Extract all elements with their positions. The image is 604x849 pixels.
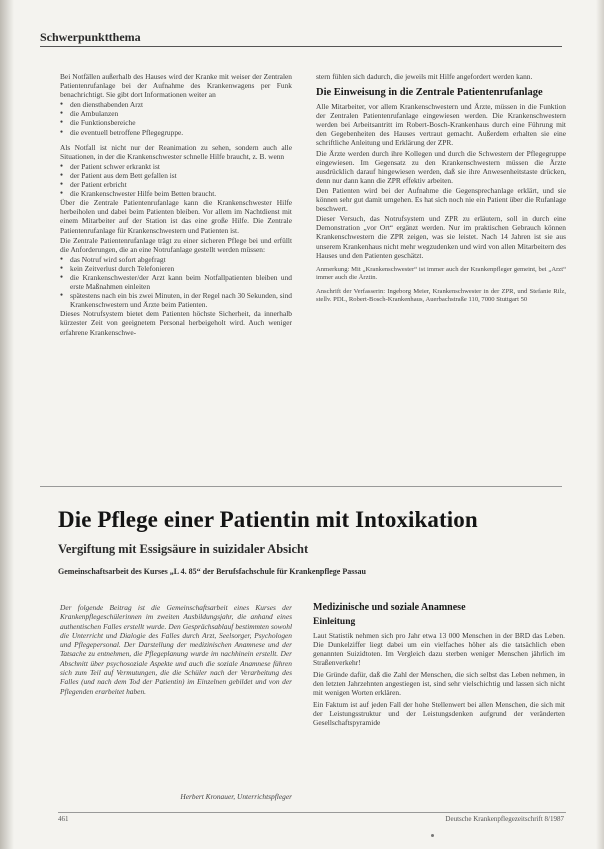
list-item: ● der Patient erbricht — [68, 180, 292, 189]
list-item: ● der Patient aus dem Bett gefallen ist — [68, 171, 292, 180]
body-paragraph-1: Laut Statistik nehmen sich pro Jahr etwa 13 000 Menschen in der BRD das Leben. Die Dunkelziffer liegt dabei um ein vielfaches höher als die tatsächlich eben genannten Suizidtoten. Im Vergleich dazu sterben weniger Menschen jährlich im Straßenverkehr! — [313, 630, 565, 668]
right-paragraph-4: Dieser Versuch, das Notrufsystem und ZPR zu erläutern, soll in durch eine Demonstration „vor Ort“ ergänzt werden. Nur im praktischen Gebrauch können Krankenschwestern die ZPR zeigen, was sie leistet. Nach 14 Jahren ist sie aus unserem Krankenhaus nicht mehr wegzudenken und wird von allen Mitarbeitern des Hauses und den Patienten geschätzt. — [316, 214, 566, 260]
author-address: Anschrift der Verfasserin: Ingeborg Meier, Krankenschwester in der ZPR, und Stefanie Rilz, stellv. PDL, Robert-Bosch-Krankenhaus, Auerbachstraße 110, 7000 Stuttgart 50 — [316, 287, 566, 303]
intro-signature: Herbert Kronauer, Unterrichtspfleger — [180, 792, 292, 801]
article-intro: Der folgende Beitrag ist die Gemeinschaftsarbeit eines Kurses der Krankenpflegeschülerinnen im zweiten Ausbildungsjahr, die anhand eines authentischen Falles erstellt wurde. Den Gesprächsablauf bestimmten sowohl die Unterricht und Dialogie des Falles durch Arzt, Seelsorger, Psychologen und Pflegepersonal. Der Darstellung der medizinischen Anamnese und der Tatsache zu entnehmen, die Pflegeplanung wurde im nachhinein erstellt. Der Abschnitt über psychosoziale Aspekte und auch die soziale Anamnese führen sich zum Teil auf Vermutungen, die die Schüler nach der Verarbeitung des Falles (und nach dem Tod der Patientin) im Einzelnen gebildet und von der Pflegenden erarbeitet haben. — [60, 603, 292, 696]
header-rule — [40, 46, 562, 47]
body-paragraph-2: Die Gründe dafür, daß die Zahl der Menschen, die sich selbst das Leben nehmen, in den letzten Jahrzehnten angestiegen ist, sind sehr vielschichtig und lassen sich nicht mit wenigen Worten erklären. — [313, 669, 565, 698]
list-item: ● den diensthabenden Arzt — [68, 100, 292, 109]
article-body — [313, 603, 565, 730]
page-edge-shadow — [596, 0, 604, 849]
left-paragraph-4: Die Zentrale Patientenrufanlage trägt zu einer sicheren Pflege bei und erfüllt die Anforderungen, die an eine Notrufanlage gestellt werden müssen: — [60, 235, 292, 254]
right-column — [316, 72, 566, 304]
list-item: ● das Notruf wird sofort abgefragt — [68, 255, 292, 264]
right-paragraph-3: Den Patienten wird bei der Aufnahme die Gegensprechanlage erklärt, und sie können sehr gut damit umgehen. Es hat sich noch nie ein Patient über die Rufanlage beschwert. — [316, 185, 566, 214]
section-header: Schwerpunktthema — [40, 30, 141, 44]
left-list-3 — [60, 255, 292, 310]
list-item: ● kein Zeitverlust durch Telefonieren — [68, 264, 292, 273]
section-title: Die Einweisung in die Zentrale Patientenrufanlage — [316, 87, 543, 99]
left-list-2 — [60, 162, 292, 198]
left-list-1 — [60, 100, 292, 136]
left-paragraph-3: Über die Zentrale Patientenrufanlage kann die Krankenschwester Hilfe herbeiholen und dabei beim Patienten bleiben. Vor allem im Nachtdienst mit einem Mitarbeiter auf der Station ist das eine große Hilfe. Die Zentrale Patientenrufanlage für Krankenschwestern und Patienten ist. — [60, 198, 292, 235]
footer-rule — [58, 812, 566, 813]
left-column — [60, 72, 292, 338]
journal-citation: Deutsche Krankenpflegezeitschrift 8/1987 — [445, 815, 564, 823]
right-paragraph-1: Alle Mitarbeiter, vor allem Krankenschwestern und Ärzte, müssen in die Funktion der Zentralen Patientenrufanlage eingewiesen werden. Die Krankenschwestern werden bei Arbeitsantritt im Robert-Bosch-Krankenhaus durch eine Führung mit den Gegebenheiten des Hauses vertraut gemacht. Außerdem erhalten sie eine schriftliche Anleitung und Erklärung der ZPR. — [316, 102, 566, 148]
page-gutter-shadow — [0, 0, 14, 849]
introduction-heading: Einleitung — [313, 617, 356, 628]
body-paragraph-3: Ein Faktum ist auf jeden Fall der hohe Stellenwert bei allen Menschen, die sich mit der Leistungsstruktur und der Leistungsdenken aufgrund der veränderten Gesellschaftspyramide — [313, 699, 565, 728]
footnote-remark: Anmerkung: Mit „Krankenschwester“ ist immer auch der Krankenpfleger gemeint, bei „Arzt“ immer auch die Ärztin. — [316, 265, 566, 281]
list-item: ● der Patient schwer erkrankt ist — [68, 162, 292, 171]
list-item: ● die eventuell betroffene Pflegegruppe. — [68, 128, 292, 137]
list-item: ● die Ambulanzen — [68, 109, 292, 118]
section-divider — [40, 486, 562, 487]
article-subtitle: Vergiftung mit Essigsäure in suizidaler Absicht — [58, 542, 309, 556]
article-title: Die Pflege einer Patientin mit Intoxikation — [58, 507, 478, 532]
list-item: ● die Funktionsbereiche — [68, 118, 292, 127]
right-paragraph-2: Die Ärzte werden durch ihre Kollegen und durch die Schwestern der Pflegegruppe eingewiesen. Im Gegensatz zu den Krankenschwestern müssen die Ärzte ausdrücklich darauf hingewiesen werden, daß sie ihre Anwesenheitstaste drücken, denn nur dann kann die ZPR effektiv arbeiten. — [316, 148, 566, 185]
page-number: 461 — [58, 815, 69, 823]
left-paragraph-5: Dieses Notrufsystem bietet dem Patienten höchste Sicherheit, da innerhalb kürzester Zeit von geeignetem Personal herbeigeholt wird. Auch weniger erfahrene Krankenschwe- — [60, 309, 292, 337]
list-item: ● spätestens nach ein bis zwei Minuten, in der Regel nach 30 Sekunden, sind Krankenschwestern und Ärzte beim Patienten. — [68, 291, 292, 309]
left-paragraph-2: Als Notfall ist nicht nur der Reanimation zu sehen, sondern auch alle Situationen, in der die Krankenschwester schnelle Hilfe braucht, z. B. wenn — [60, 142, 292, 161]
scan-speck — [431, 834, 434, 837]
list-item: ● die Krankenschwester/der Arzt kann beim Notfallpatienten bleiben und erste Maßnahmen einleiten — [68, 273, 292, 291]
anamnesis-heading: Medizinische und soziale Anamnese — [313, 602, 466, 613]
list-item: ● die Krankenschwester Hilfe beim Betten braucht. — [68, 189, 292, 198]
article-authors: Gemeinschaftsarbeit des Kurses „L 4. 85“ der Berufsfachschule für Krankenpflege Passau — [58, 567, 366, 576]
right-paragraph-0: stern fühlen sich dadurch, die jeweils mit Hilfe angefordert werden kann. — [316, 72, 533, 81]
left-paragraph-1: Bei Notfällen außerhalb des Hauses wird der Kranke mit weiser der Zentralen Patientenrufanlage bei der Aufnahme des Krankenwagens per Funk benachrichtigt. Sie gibt dort Informationen weiter an — [60, 72, 292, 100]
